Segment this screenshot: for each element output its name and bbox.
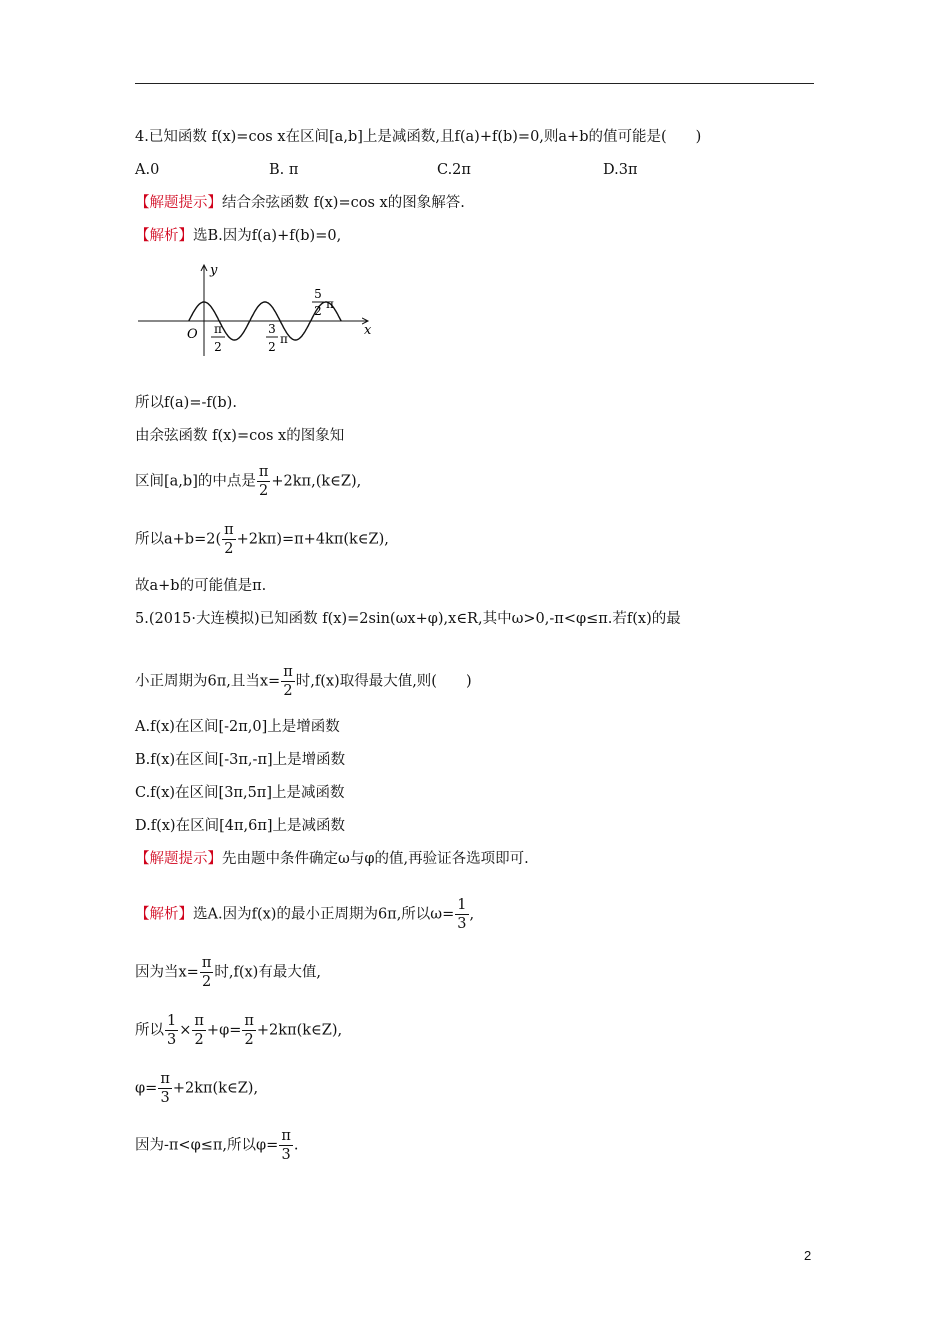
numerator: π xyxy=(258,464,269,480)
fraction xyxy=(242,1012,256,1049)
q4-line5: 故a+b的可能值是π. xyxy=(135,578,267,594)
q5-line1 xyxy=(135,954,321,991)
q4-hint-tag: 【解题提示】 xyxy=(135,195,222,211)
q5-l1-post: 时,f(x)有最大值, xyxy=(214,964,321,981)
q5-line2 xyxy=(135,1012,342,1049)
q4-line2: 由余弦函数 f(x)=cos x的图象知 xyxy=(135,428,345,444)
q5-l3-post: +2kπ(k∈Z), xyxy=(172,1080,259,1097)
q5-l3-pre: φ= xyxy=(135,1080,158,1097)
q5-hint-text: 先由题中条件确定ω与φ的值,再验证各选项即可. xyxy=(222,851,529,867)
q4-sol-tag: 【解析】 xyxy=(135,228,193,244)
tick-5pi-over-2-pi: π xyxy=(326,297,334,311)
q5-option-c: C.f(x)在区间[3π,5π]上是减函数 xyxy=(135,785,345,801)
q5-option-b: B.f(x)在区间[-3π,-π]上是增函数 xyxy=(135,752,346,768)
denominator: 3 xyxy=(281,1147,291,1163)
q5-option-a: A.f(x)在区间[-2π,0]上是增函数 xyxy=(135,719,340,735)
fraction xyxy=(158,1070,172,1107)
denominator: 3 xyxy=(160,1090,170,1106)
numerator: π xyxy=(224,522,234,538)
q4-line3-pre: 区间[a,b]的中点是 xyxy=(135,473,256,490)
denominator: 2 xyxy=(201,974,212,990)
q5-hint xyxy=(135,849,529,869)
q5-l2-mid: +φ= xyxy=(206,1022,242,1039)
denominator: 2 xyxy=(244,1032,254,1048)
denominator: 2 xyxy=(259,483,269,499)
q5-solution xyxy=(135,896,474,933)
numerator: 1 xyxy=(167,1013,177,1029)
numerator: 1 xyxy=(457,897,467,913)
q5-l1-pre: 因为当x= xyxy=(135,964,199,981)
q4-line1: 所以f(a)=-f(b). xyxy=(135,395,237,411)
q4-option-c: C.2π xyxy=(437,162,471,178)
x-axis-label: x xyxy=(364,323,372,338)
q5-stem-line1: 5.(2015·大连模拟)已知函数 f(x)=2sin(ωx+φ),x∈R,其中ω>0,-π<φ≤π.若f(x)的最 xyxy=(135,611,681,627)
tick-3pi-over-2-num: 3 xyxy=(268,322,276,336)
q4-line4 xyxy=(135,521,389,558)
page-number: 2 xyxy=(804,1248,812,1263)
q4-line3 xyxy=(135,463,361,500)
denominator: 2 xyxy=(283,683,293,699)
fraction xyxy=(281,663,295,700)
q4-line4-pre: 所以a+b=2( xyxy=(135,531,222,548)
q5-line3 xyxy=(135,1070,258,1107)
denominator: 3 xyxy=(167,1032,177,1048)
denominator: 2 xyxy=(224,541,234,557)
q4-sol-text: 选B.因为f(a)+f(b)=0, xyxy=(193,228,342,244)
fraction xyxy=(455,896,468,933)
y-axis-label: y xyxy=(210,263,218,278)
q5-sol-tag: 【解析】 xyxy=(135,906,193,923)
cosine-graph xyxy=(135,258,385,358)
q4-option-d: D.3π xyxy=(603,162,638,178)
q5-l2-post: +2kπ(k∈Z), xyxy=(256,1022,343,1039)
numerator: π xyxy=(201,955,212,971)
numerator: π xyxy=(281,1128,291,1144)
q4-line3-post: +2kπ,(k∈Z), xyxy=(271,473,362,490)
fraction xyxy=(257,463,271,500)
q5-stem2-pre: 小正周期为6π,且当x= xyxy=(135,673,281,690)
origin-label: O xyxy=(187,327,198,342)
numerator: π xyxy=(160,1071,170,1087)
tick-5pi-over-2-den: 2 xyxy=(314,304,322,318)
q4-stem: 4.已知函数 f(x)=cos x在区间[a,b]上是减函数,且f(a)+f(b)=0,则a+b的值可能是( ) xyxy=(135,129,702,145)
q5-l2-pre: 所以 xyxy=(135,1022,164,1039)
tick-3pi-over-2-pi: π xyxy=(280,332,288,346)
q5-sol-post: , xyxy=(469,906,475,923)
fraction xyxy=(279,1127,293,1164)
numerator: π xyxy=(283,664,293,680)
times-sign: × xyxy=(179,1022,192,1039)
q4-options xyxy=(135,160,637,180)
q4-solution xyxy=(135,226,341,246)
q4-option-b: B. π xyxy=(269,162,299,178)
q5-l4-post: . xyxy=(293,1137,299,1154)
q5-l4-pre: 因为-π<φ≤π,所以φ= xyxy=(135,1137,279,1154)
q5-sol-pre: 选A.因为f(x)的最小正周期为6π,所以ω= xyxy=(193,906,455,923)
q5-stem-line2 xyxy=(135,663,472,700)
q5-stem2-post: 时,f(x)取得最大值,则( ) xyxy=(295,673,472,690)
numerator: π xyxy=(244,1013,254,1029)
denominator: 3 xyxy=(457,916,467,932)
fraction xyxy=(200,954,214,991)
q4-option-a: A.0 xyxy=(135,162,160,178)
fraction xyxy=(192,1012,206,1049)
fraction xyxy=(165,1012,178,1049)
tick-3pi-over-2-den: 2 xyxy=(268,340,276,354)
tick-5pi-over-2 xyxy=(312,287,334,318)
q4-hint-text: 结合余弦函数 f(x)=cos x的图象解答. xyxy=(222,195,465,211)
q4-line4-post: +2kπ)=π+4kπ(k∈Z), xyxy=(236,531,389,548)
numerator: π xyxy=(194,1013,204,1029)
q5-option-d: D.f(x)在区间[4π,6π]上是减函数 xyxy=(135,818,346,834)
denominator: 2 xyxy=(194,1032,204,1048)
fraction xyxy=(222,521,236,558)
tick-pi-over-2-den: 2 xyxy=(214,340,222,354)
q5-line4 xyxy=(135,1127,298,1164)
tick-3pi-over-2 xyxy=(266,322,288,354)
q4-hint xyxy=(135,193,465,213)
header-rule xyxy=(135,83,814,84)
tick-5pi-over-2-num: 5 xyxy=(314,287,322,301)
tick-pi-over-2-num: π xyxy=(214,322,222,336)
q5-hint-tag: 【解题提示】 xyxy=(135,851,222,867)
